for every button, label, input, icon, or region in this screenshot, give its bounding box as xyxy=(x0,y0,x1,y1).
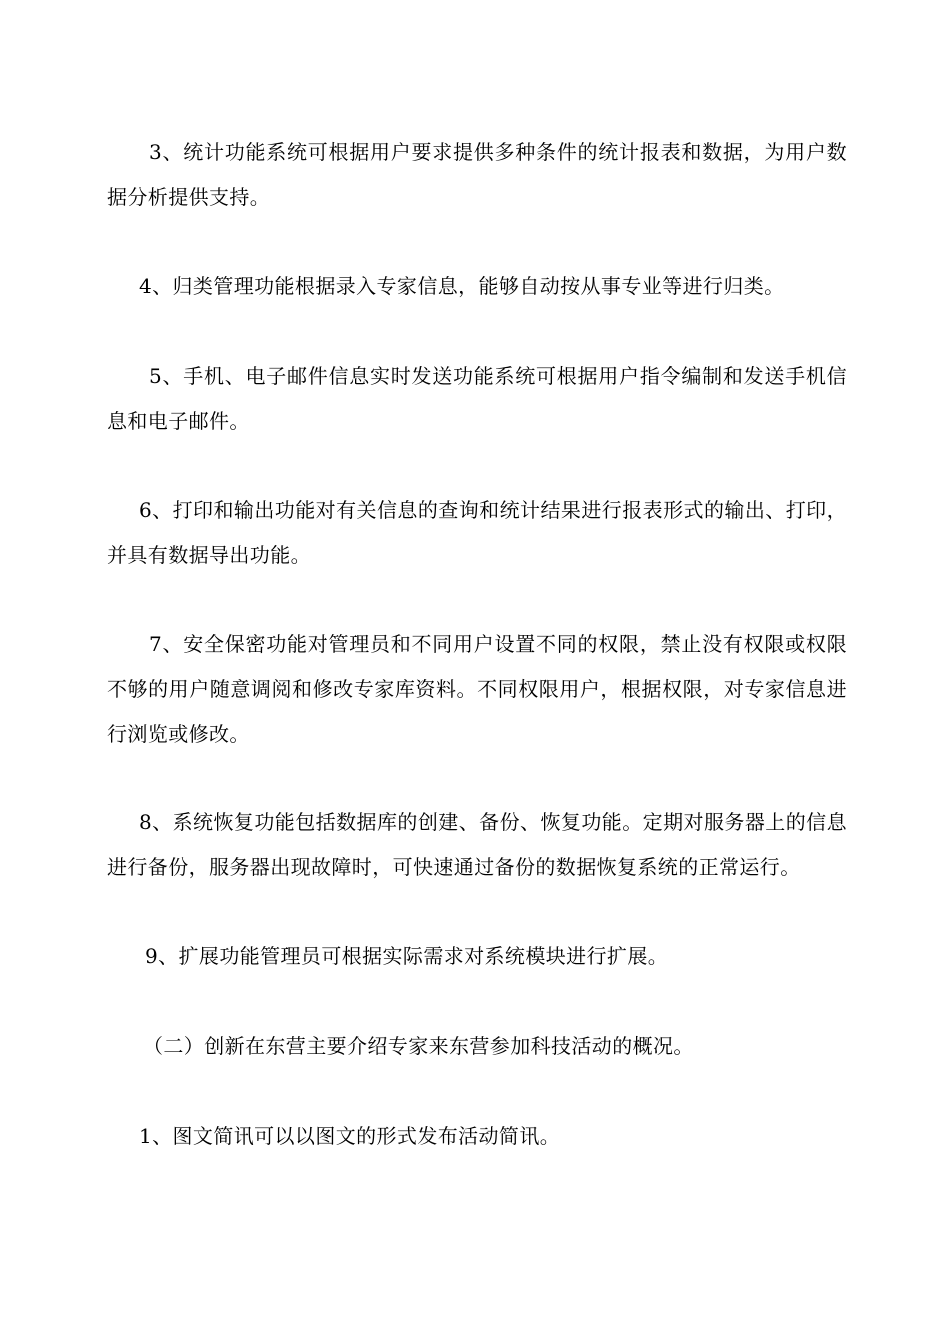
paragraph-recovery-function: 8、系统恢复功能包括数据库的创建、备份、恢复功能。定期对服务器上的信息进行备份，服务器出现故障时，可快速通过备份的数据恢复系统的正常运行。 xyxy=(107,810,847,879)
paragraph-extension-function: 9、扩展功能管理员可根据实际需求对系统模块进行扩展。 xyxy=(145,944,669,968)
paragraph-print-output-function: 6、打印和输出功能对有关信息的查询和统计结果进行报表形式的输出、打印，并具有数据导出功能。 xyxy=(107,498,847,567)
paragraph-message-sending-function: 5、手机、电子邮件信息实时发送功能系统可根据用户指令编制和发送手机信息和电子邮件。 xyxy=(107,364,847,433)
paragraph-statistics-function: 3、统计功能系统可根据用户要求提供多种条件的统计报表和数据，为用户数据分析提供支持。 xyxy=(107,140,847,209)
paragraph-classification-function: 4、归类管理功能根据录入专家信息，能够自动按从事专业等进行归类。 xyxy=(139,274,785,298)
paragraph-news-brief: 1、图文简讯可以以图文的形式发布活动简讯。 xyxy=(139,1124,561,1148)
section-heading-innovation-dongying: （二）创新在东营主要介绍专家来东营参加科技活动的概况。 xyxy=(143,1034,694,1058)
paragraph-security-function: 7、安全保密功能对管理员和不同用户设置不同的权限，禁止没有权限或权限不够的用户随意调阅和修改专家库资料。不同权限用户，根据权限，对专家信息进行浏览或修改。 xyxy=(107,632,847,746)
